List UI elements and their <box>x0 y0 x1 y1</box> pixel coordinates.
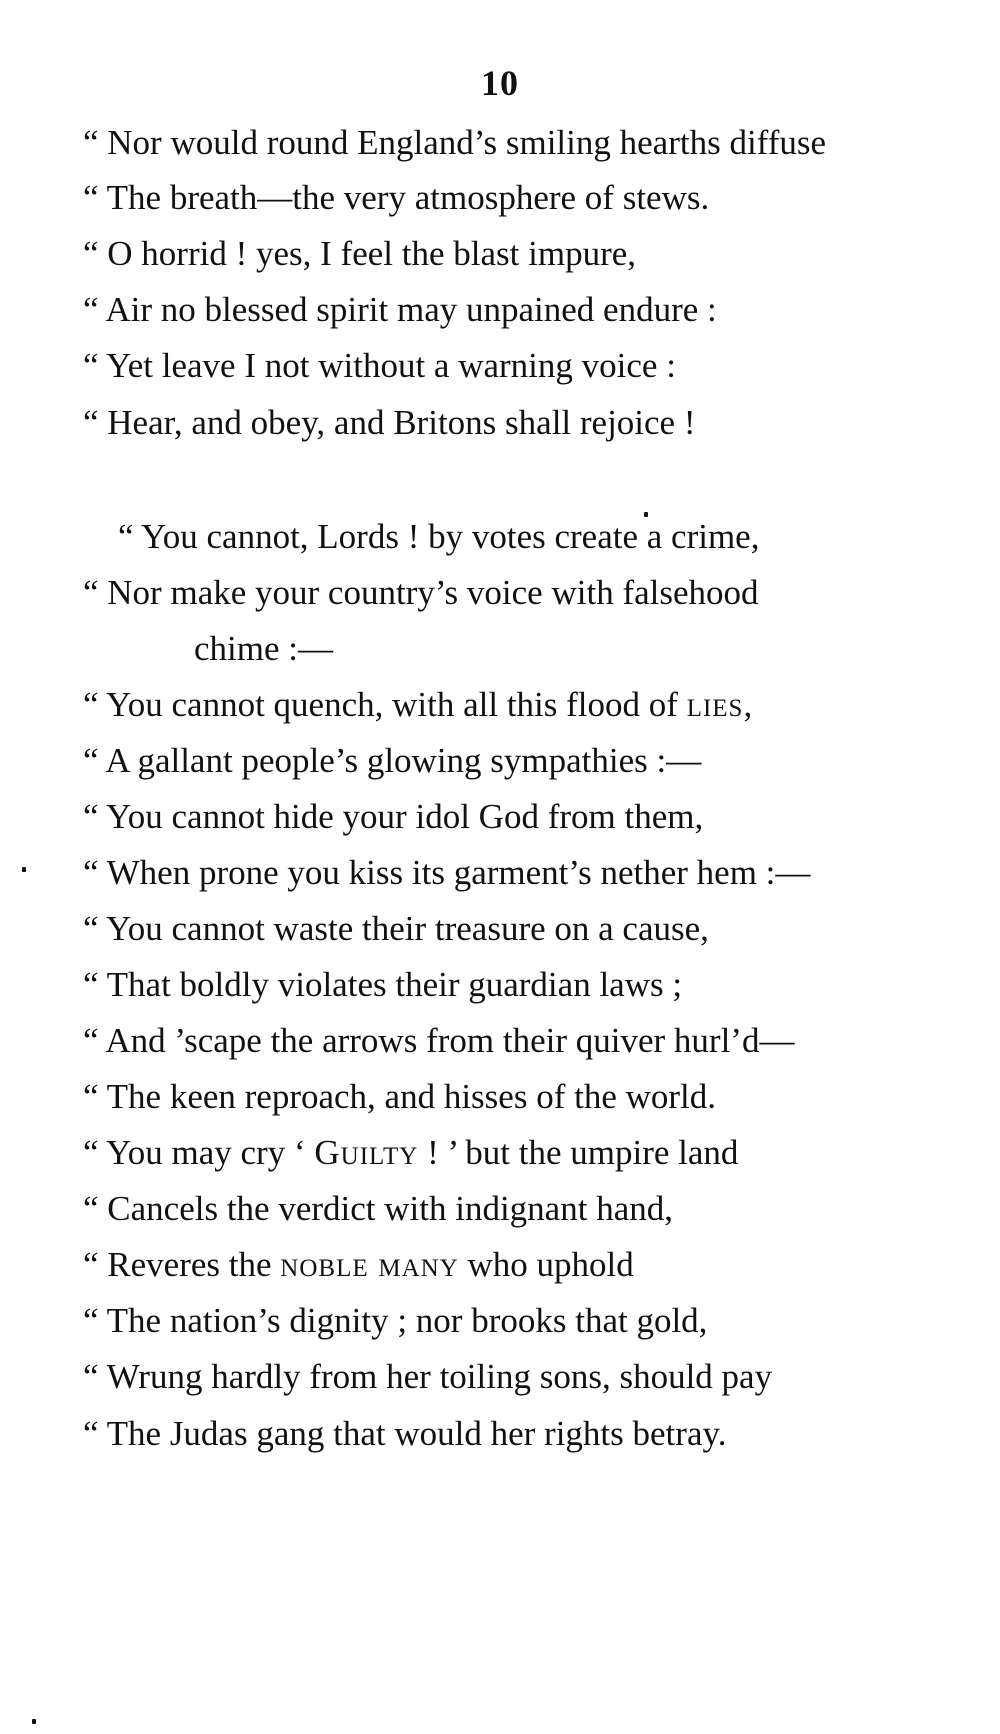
poem-line: “ The breath—the very atmosphere of stews. <box>83 178 710 217</box>
poem-line: “ A gallant people’s glowing sympathies :— <box>83 741 702 780</box>
poem-line: “ The Judas gang that would her rights betray. <box>83 1414 727 1453</box>
line-text: who uphold <box>458 1245 634 1284</box>
small-caps-text: Guilty <box>314 1133 419 1172</box>
page-number: 10 <box>481 63 519 103</box>
poem-line: “ Yet leave I not without a warning voice : <box>83 346 676 385</box>
poem-line: “ When prone you kiss its garment’s nether hem :— <box>83 853 811 892</box>
poem-line-continuation: chime :— <box>194 629 333 668</box>
poem-line: “ You cannot waste their treasure on a cause, <box>83 909 709 948</box>
line-text: ! ’ but the umpire land <box>418 1133 739 1172</box>
line-text: “ You cannot quench, with all this flood of <box>83 685 687 724</box>
poem-line: “ Wrung hardly from her toiling sons, should pay <box>83 1357 773 1396</box>
poem-line: “ Nor would round England’s smiling hearths diffuse <box>83 123 826 162</box>
poem-line: “ Cancels the verdict with indignant hand, <box>83 1189 673 1228</box>
poem-line: “ Air no blessed spirit may unpained endure : <box>83 290 717 329</box>
ink-speck <box>32 1719 36 1724</box>
poem-line: “ O horrid ! yes, I feel the blast impure, <box>83 234 637 273</box>
ink-speck <box>644 512 648 517</box>
poem-line: “ And ’scape the arrows from their quiver hurl’d— <box>83 1021 795 1060</box>
line-text: “ Reveres the <box>83 1245 281 1284</box>
poem-line <box>83 685 752 725</box>
poem-line: “ The keen reproach, and hisses of the world. <box>83 1077 717 1116</box>
poem-line: “ You cannot, Lords ! by votes create a crime, <box>118 517 760 556</box>
line-text: “ You may cry ‘ <box>83 1133 315 1172</box>
line-text: , <box>743 685 753 724</box>
poem-line <box>83 1245 634 1285</box>
poem-line: “ You cannot hide your idol God from them, <box>83 797 704 836</box>
poem-line <box>83 1133 738 1173</box>
poem-line: “ That boldly violates their guardian laws ; <box>83 965 683 1004</box>
poem-line: “ Hear, and obey, and Britons shall rejoice ! <box>83 403 696 442</box>
poem-line: “ Nor make your country’s voice with falsehood <box>83 573 759 612</box>
poem-line: “ The nation’s dignity ; nor brooks that gold, <box>83 1301 708 1340</box>
small-caps-text: lies <box>686 685 744 724</box>
ink-speck <box>22 867 26 872</box>
small-caps-text: noble many <box>280 1245 459 1284</box>
